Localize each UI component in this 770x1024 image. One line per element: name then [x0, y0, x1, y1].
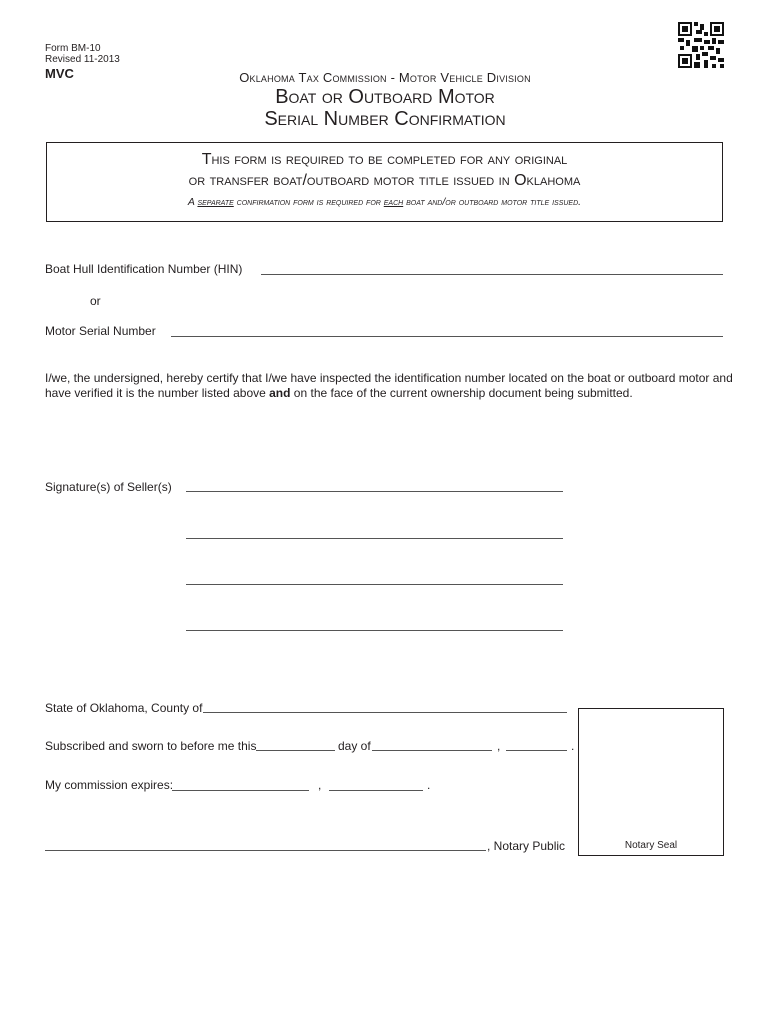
- note-part-a: A: [187, 196, 198, 208]
- comma-2: ,: [318, 778, 322, 792]
- division-code: MVC: [45, 66, 74, 81]
- county-field[interactable]: [203, 712, 567, 713]
- qr-code-icon: [678, 22, 724, 68]
- revised-date: Revised 11-2013: [45, 54, 120, 65]
- period-2: .: [427, 778, 431, 792]
- seller-signature-label: Signature(s) of Seller(s): [45, 480, 172, 494]
- comma-1: ,: [497, 739, 501, 753]
- or-label: or: [90, 294, 101, 308]
- notice-line1: This form is required to be completed for any original: [201, 151, 568, 168]
- form-title-line2: Serial Number Confirmation: [264, 108, 506, 130]
- notice-line2: or transfer boat/outboard motor title issued in Oklahoma: [188, 172, 581, 189]
- commission-year-field[interactable]: [329, 790, 423, 791]
- notary-public-label: , Notary Public: [487, 839, 566, 853]
- subscribed-year-field[interactable]: [506, 750, 567, 751]
- agency-name: Oklahoma Tax Commission - Motor Vehicle Division: [239, 70, 531, 85]
- form-number-text: Form BM-10: [45, 43, 101, 54]
- motor-serial-field[interactable]: [171, 336, 723, 337]
- note-part-end: boat and/or outboard motor title issued.: [403, 196, 582, 208]
- notary-seal-box: [578, 708, 724, 856]
- subscribed-day-field[interactable]: [256, 750, 335, 751]
- seller-signature-line-4[interactable]: [186, 630, 563, 631]
- subscribed-label: Subscribed and sworn to before me this: [45, 739, 257, 753]
- note-part-mid: confirmation form is required for: [233, 196, 384, 208]
- notary-signature-field[interactable]: [45, 850, 486, 851]
- hin-label: Boat Hull Identification Number (HIN): [45, 262, 243, 276]
- notice-note: [46, 196, 723, 208]
- form-number: [45, 43, 120, 65]
- notary-seal-label: Notary Seal: [624, 840, 678, 851]
- subscribed-month-field[interactable]: [372, 750, 492, 751]
- state-county-label: State of Oklahoma, County of: [45, 701, 203, 715]
- day-of-label: day of: [338, 739, 371, 753]
- cert-text-before: I/we, the undersigned, hereby certify that I/we have inspected the identification number located on the boat or outboard motor and have verified it is the number listed above: [45, 371, 733, 400]
- note-each: each: [383, 196, 404, 208]
- cert-text-bold: and: [269, 386, 291, 400]
- form-title-line1: Boat or Outboard Motor: [275, 86, 495, 108]
- seller-signature-line-3[interactable]: [186, 584, 563, 585]
- commission-expires-label: My commission expires:: [45, 778, 174, 792]
- certification-text: [45, 371, 735, 401]
- hin-field[interactable]: [261, 274, 723, 275]
- cert-text-after: on the face of the current ownership document being submitted.: [290, 386, 633, 400]
- period-1: .: [571, 739, 575, 753]
- motor-serial-label: Motor Serial Number: [45, 324, 156, 338]
- commission-date-field[interactable]: [172, 790, 309, 791]
- seller-signature-line-2[interactable]: [186, 538, 563, 539]
- seller-signature-line-1[interactable]: [186, 491, 563, 492]
- note-separate: separate: [197, 196, 234, 208]
